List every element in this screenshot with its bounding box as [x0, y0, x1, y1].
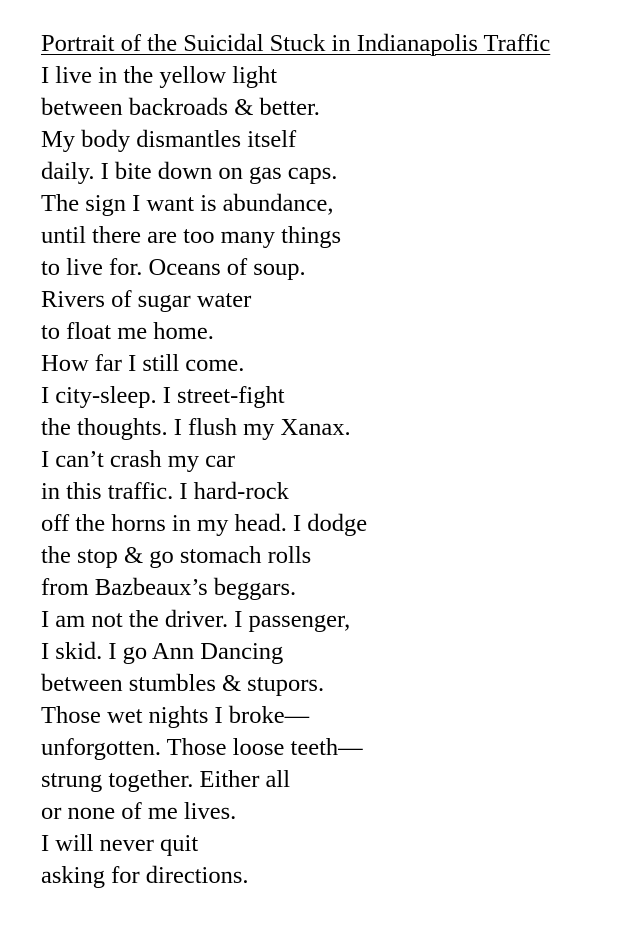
poem-line: I am not the driver. I passenger, [41, 606, 351, 633]
poem-line: to float me home. [41, 318, 214, 345]
poem-line: unforgotten. Those loose teeth— [41, 734, 363, 761]
poem-body [41, 60, 631, 892]
poem-document [41, 28, 631, 892]
poem-line: Those wet nights I broke— [41, 702, 310, 729]
poem-line: Rivers of sugar water [41, 286, 252, 313]
poem-line: daily. I bite down on gas caps. [41, 158, 338, 185]
poem-line: until there are too many things [41, 222, 342, 249]
poem-line: I city-sleep. I street-fight [41, 382, 285, 409]
poem-line: between stumbles & stupors. [41, 670, 325, 697]
poem-line: between backroads & better. [41, 94, 320, 121]
poem-line: The sign I want is abundance, [41, 190, 334, 217]
poem-line: I skid. I go Ann Dancing [41, 638, 284, 665]
poem-line: from Bazbeaux’s beggars. [41, 574, 297, 601]
poem-line: I can’t crash my car [41, 446, 236, 473]
poem-line: or none of me lives. [41, 798, 237, 825]
poem-line: strung together. Either all [41, 766, 291, 793]
poem-line: in this traffic. I hard-rock [41, 478, 289, 505]
poem-line: to live for. Oceans of soup. [41, 254, 306, 281]
poem-line: My body dismantles itself [41, 126, 297, 153]
poem-line: I will never quit [41, 830, 199, 857]
poem-title: Portrait of the Suicidal Stuck in Indianapolis Traffic [41, 30, 551, 57]
poem-line: the stop & go stomach rolls [41, 542, 312, 569]
poem-line: asking for directions. [41, 862, 249, 889]
poem-line: off the horns in my head. I dodge [41, 510, 368, 537]
poem-line: the thoughts. I flush my Xanax. [41, 414, 351, 441]
poem-line: I live in the yellow light [41, 62, 278, 89]
poem-line: How far I still come. [41, 350, 245, 377]
